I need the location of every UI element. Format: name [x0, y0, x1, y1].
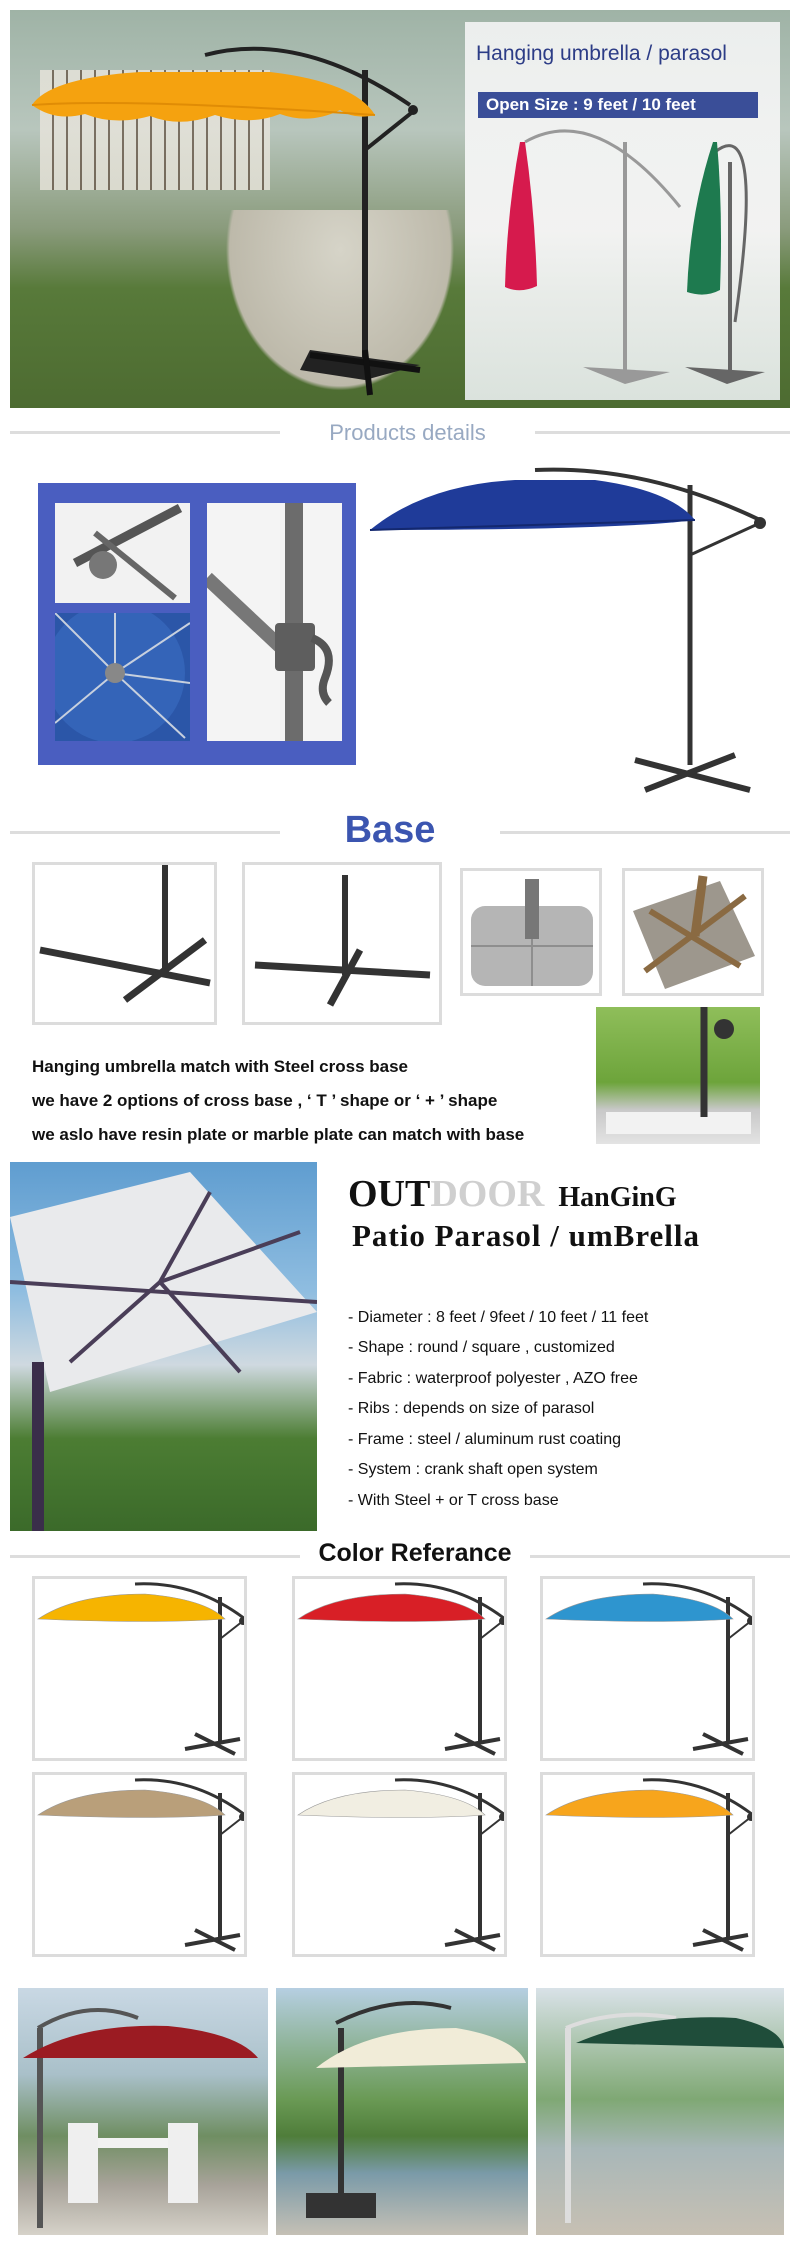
outdoor-word-out: OUT: [348, 1173, 431, 1215]
plus-cross-base-photo: [32, 862, 217, 1025]
products-details-title: Products details: [329, 420, 486, 445]
spec-ribs: - Ribs : depends on size of parasol: [348, 1400, 595, 1417]
spec-fabric: - Fabric : waterproof polyester , AZO free: [348, 1370, 638, 1387]
outdoor-word-door: DOOR: [430, 1173, 545, 1215]
color-swatch-umbrella: [540, 1576, 755, 1761]
cream-umbrella-scene: [276, 1988, 528, 2235]
color-reference-title: Color Referance: [318, 1539, 512, 1567]
umbrella-icon: [295, 1579, 504, 1758]
umbrella-icon: [543, 1775, 752, 1954]
color-swatch-umbrella: [292, 1576, 507, 1761]
color-swatch-umbrella: [292, 1772, 507, 1957]
umbrella-icon: [35, 1775, 244, 1954]
spec-system: - System : crank shaft open system: [348, 1461, 598, 1478]
square-parasol-photo: [10, 1162, 317, 1531]
crank-detail-photo: [55, 503, 190, 603]
color-swatch-umbrella: [540, 1772, 755, 1957]
green-umbrella-scene: [536, 1988, 784, 2235]
umbrella-icon: [35, 1579, 244, 1758]
base-text-line-2: we have 2 options of cross base , ‘ T ’ shape or ‘ + ’ shape: [32, 1091, 498, 1110]
hero-closed-umbrellas: [465, 22, 780, 400]
hero-title: Hanging umbrella / parasol: [476, 42, 727, 65]
canopy-underside-photo: [55, 613, 190, 741]
umbrella-icon: [295, 1775, 504, 1954]
base-title: Base: [344, 809, 436, 851]
blue-umbrella-product: [365, 455, 775, 805]
color-swatch-umbrella: [32, 1772, 247, 1957]
pole-handle-photo: [207, 503, 342, 741]
divider-right: [500, 831, 790, 834]
umbrella-icon: [543, 1579, 752, 1758]
spec-shape: - Shape : round / square , customized: [348, 1339, 615, 1356]
red-umbrella-scene: [18, 1988, 268, 2235]
divider-right: [530, 1555, 790, 1558]
base-text-line-3: we aslo have resin plate or marble plate can match with base: [32, 1125, 525, 1144]
outdoor-word-hanging: HanGinG: [558, 1182, 677, 1213]
spec-diameter: - Diameter : 8 feet / 9feet / 10 feet / 11 feet: [348, 1309, 649, 1326]
hero-open-size: Open Size : 9 feet / 10 feet: [478, 92, 758, 118]
resin-plate-base-photo: [460, 868, 602, 996]
spec-frame: - Frame : steel / aluminum rust coating: [348, 1431, 621, 1448]
divider-left: [10, 431, 280, 434]
plate-with-frame-photo: [622, 868, 764, 996]
color-swatch-umbrella: [32, 1576, 247, 1761]
outdoor-subheading: Patio Parasol / umBrella: [352, 1218, 701, 1253]
divider-left: [10, 831, 280, 834]
divider-left: [10, 1555, 300, 1558]
hero-banner: [10, 10, 790, 408]
marble-base-photo: [596, 1007, 760, 1144]
divider-right: [535, 431, 790, 434]
t-cross-base-photo: [242, 862, 442, 1025]
base-text-line-1: Hanging umbrella match with Steel cross base: [32, 1057, 408, 1076]
outdoor-heading: [348, 1172, 677, 1216]
spec-base: - With Steel + or T cross base: [348, 1492, 559, 1509]
